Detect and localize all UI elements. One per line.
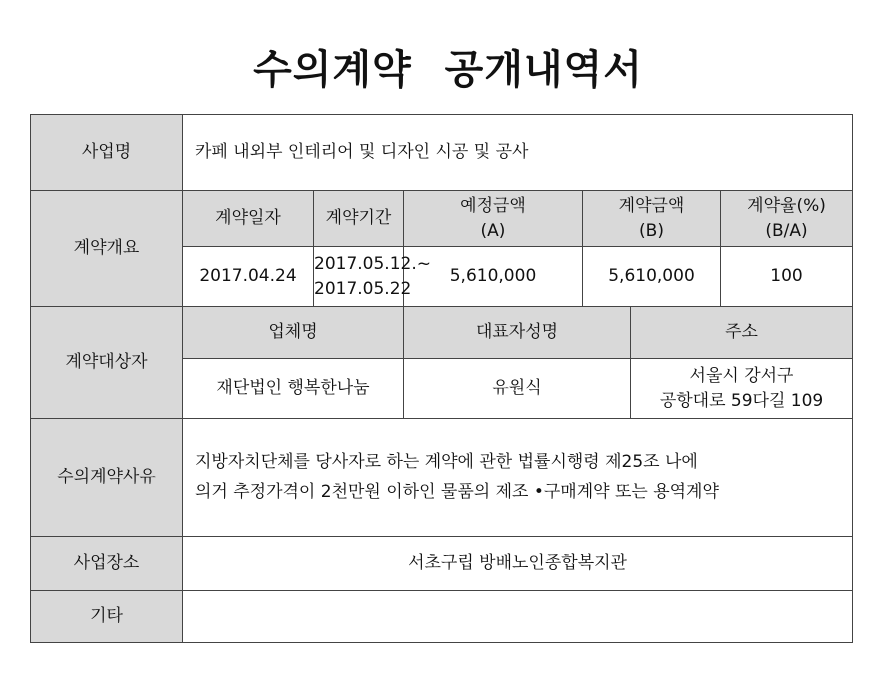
location-value: 서초구립 방배노인종합복지관 — [183, 537, 853, 591]
estimated-amount-header: 예정금액 (A) — [404, 191, 583, 247]
contractor-label: 계약대상자 — [31, 307, 183, 419]
location-row — [31, 537, 853, 591]
business-name-row — [31, 115, 853, 191]
reason-line: 지방자치단체를 당사자로 하는 계약에 관한 법률시행령 제25조 나에 — [195, 451, 698, 472]
reason-value — [183, 419, 853, 537]
contract-rate-value: 100 — [721, 247, 853, 307]
contract-rate-header: 계약율(%) (B/A) — [721, 191, 853, 247]
contract-summary-label: 계약개요 — [31, 191, 183, 307]
page-title: 수의계약 공개내역서 — [253, 47, 643, 93]
reason-line: 의거 추정가격이 2천만원 이하인 물품의 제조 •구매계약 또는 용역계약 — [195, 481, 719, 502]
address-value: 서울시 강서구 공항대로 59다길 109 — [631, 359, 853, 419]
contract-date-header: 계약일자 — [183, 191, 314, 247]
company-name-value: 재단법인 행복한나눔 — [183, 359, 404, 419]
company-name-header: 업체명 — [183, 307, 404, 359]
contract-date-value: 2017.04.24 — [183, 247, 314, 307]
reason-label: 수의계약사유 — [31, 419, 183, 537]
location-label: 사업장소 — [31, 537, 183, 591]
estimated-amount-value: 5,610,000 — [404, 247, 583, 307]
other-row — [31, 591, 853, 643]
representative-value: 유원식 — [404, 359, 631, 419]
other-label: 기타 — [31, 591, 183, 643]
contract-period-header: 계약기간 — [314, 191, 404, 247]
reason-row — [31, 419, 853, 537]
contract-amount-header: 계약금액 (B) — [583, 191, 721, 247]
contract-amount-value: 5,610,000 — [583, 247, 721, 307]
contractor-header-row — [31, 307, 853, 359]
disclosure-table — [30, 114, 853, 643]
other-value — [183, 591, 853, 643]
business-name-label: 사업명 — [31, 115, 183, 191]
business-name-value: 카페 내외부 인테리어 및 디자인 시공 및 공사 — [183, 115, 853, 191]
contract-summary-header-row — [31, 191, 853, 247]
address-header: 주소 — [631, 307, 853, 359]
representative-header: 대표자성명 — [404, 307, 631, 359]
contract-period-value: 2017.05.12.~ 2017.05.22 — [314, 247, 404, 307]
